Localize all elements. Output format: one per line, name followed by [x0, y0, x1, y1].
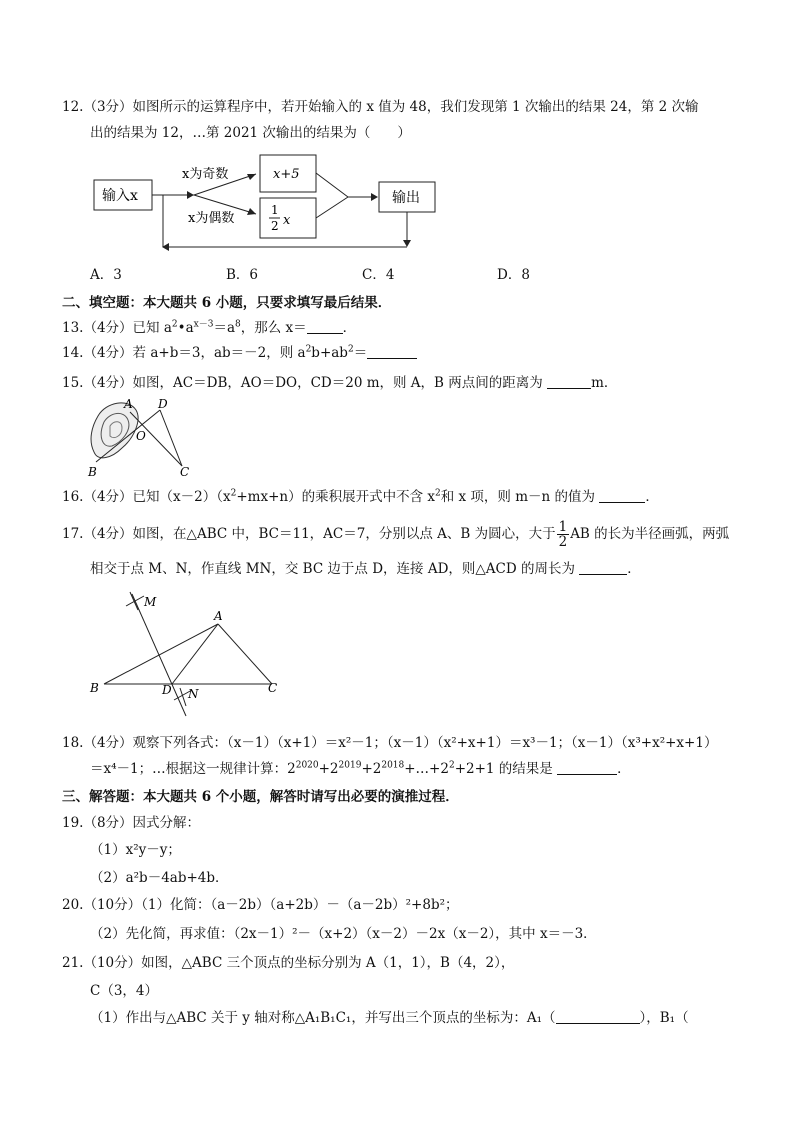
q15-answer-blank [547, 375, 591, 389]
q21-a1-blank [556, 1010, 640, 1024]
q12-option-a: A．3 [90, 267, 122, 283]
q17-figure [88, 588, 288, 722]
op-even-num: 1 [271, 203, 279, 217]
q17-line1: 17.（4分）如图，在△ABC 中，BC＝11，AC＝7，分别以点 A、B 为圆心，大于 $\frac{1}{2}$ AB 的长为半径画弧，两弧 [62, 519, 730, 550]
q17-line2: 相交于点 M、N，作直线 MN，交 BC 边于点 D，连接 AD，则△ACD 的周长为 ． [90, 561, 641, 577]
q20-part1: 20.（10分）（1）化简：（a－2b）（a+2b）－（a－2b）²+8b²； [62, 897, 459, 913]
q12-option-d: D．8 [497, 267, 530, 283]
q18-answer-blank [557, 761, 617, 775]
q15-figure [84, 396, 204, 480]
q16-answer-blank [599, 489, 645, 503]
q12-line1: 12.（3分）如图所示的运算程序中，若开始输入的 x 值为 48，我们发现第 1 次输出的结果 24，第 2 次输 [62, 99, 699, 115]
q16: 16.（4分）已知$(x-2)(x^2+mx+n)$的乘积展开式中不含 $x^2$和 x 项，则 m－n 的值为 ． [62, 488, 659, 505]
q18-line2: ＝x⁴－1；…根据这一规律计算：$2^{2020}+2^{2019}+2^{2018}+\dots+2^2+2+1$ 的结果是 ． [90, 760, 631, 777]
q13: 13.（4分）已知 $a^2•a^{x-3}=a^8$，那么 x＝ ． [62, 319, 357, 336]
q20-part2: （2）先化简，再求值：（2x－1）²－（x+2）（x－2）－2x（x－2），其中 x＝－3． [90, 926, 597, 942]
q14-answer-blank [367, 345, 417, 359]
q15-label-b: B [88, 465, 97, 479]
q21-line1: 21.（10分）如图，△ABC 三个顶点的坐标分别为 A（1，1），B（4，2）， [62, 955, 515, 971]
op-even-den: 2 [271, 219, 279, 233]
q19-part2: （2）a²b－4ab+4b． [90, 870, 229, 886]
output-label: 输出 [392, 190, 420, 206]
odd-label: x为奇数 [182, 167, 229, 182]
q17-label-a: A [214, 609, 223, 623]
q12-option-b: B．6 [226, 267, 259, 283]
q15-label-c: C [180, 465, 190, 479]
even-label: x为偶数 [188, 211, 235, 226]
flowchart [90, 150, 450, 260]
q14: 14.（4分）若 a+b＝3，ab＝－2，则 $a^2b+ab^2=$ [62, 344, 417, 362]
q12-line2: 出的结果为 12，…第 2021 次输出的结果为（ ） [90, 125, 411, 141]
section3-title: 三、解答题：本大题共 6 个小题，解答时请写出必要的演推过程． [62, 789, 459, 805]
q17-frac: $\frac{1}{2}$ [558, 519, 568, 550]
q15-label-o: O [136, 429, 146, 443]
q17-label-m: M [144, 595, 157, 609]
q21-line2: C（3，4） [90, 983, 159, 999]
q17-label-c: C [268, 681, 278, 695]
q13-answer-blank [307, 320, 343, 334]
q19-part1: （1）x²y－y； [90, 842, 181, 858]
input-label: 输入x [102, 188, 138, 204]
q21-line3: （1）作出与△ABC 关于 y 轴对称△A₁B₁C₁，并写出三个顶点的坐标为：A₁（ ），B₁（ [90, 1010, 689, 1026]
q15-label-d: D [158, 397, 168, 411]
op-odd-label: x+5 [273, 167, 300, 182]
q15: 15.（4分）如图，AC＝DB，AO＝DO，CD＝20 m，则 A，B 两点间的距离为 m． [62, 375, 618, 391]
q17-answer-blank [579, 561, 627, 575]
q17-label-b: B [90, 681, 99, 695]
q17-label-d: D [162, 683, 172, 697]
q18-line1: 18.（4分）观察下列各式：（x－1）（x+1）＝x²－1；（x－1）（x²+x+1）＝x³－1；（x－1）（x³+x²+x+1） [62, 735, 718, 751]
q17-label-n: N [188, 687, 199, 701]
q15-label-a: A [124, 397, 133, 411]
q19-title: 19.（8分）因式分解： [62, 815, 201, 831]
q12-option-c: C．4 [362, 267, 395, 283]
op-even-var: x [283, 213, 291, 228]
section2-title: 二、填空题：本大题共 6 小题，只要求填写最后结果． [62, 295, 392, 311]
